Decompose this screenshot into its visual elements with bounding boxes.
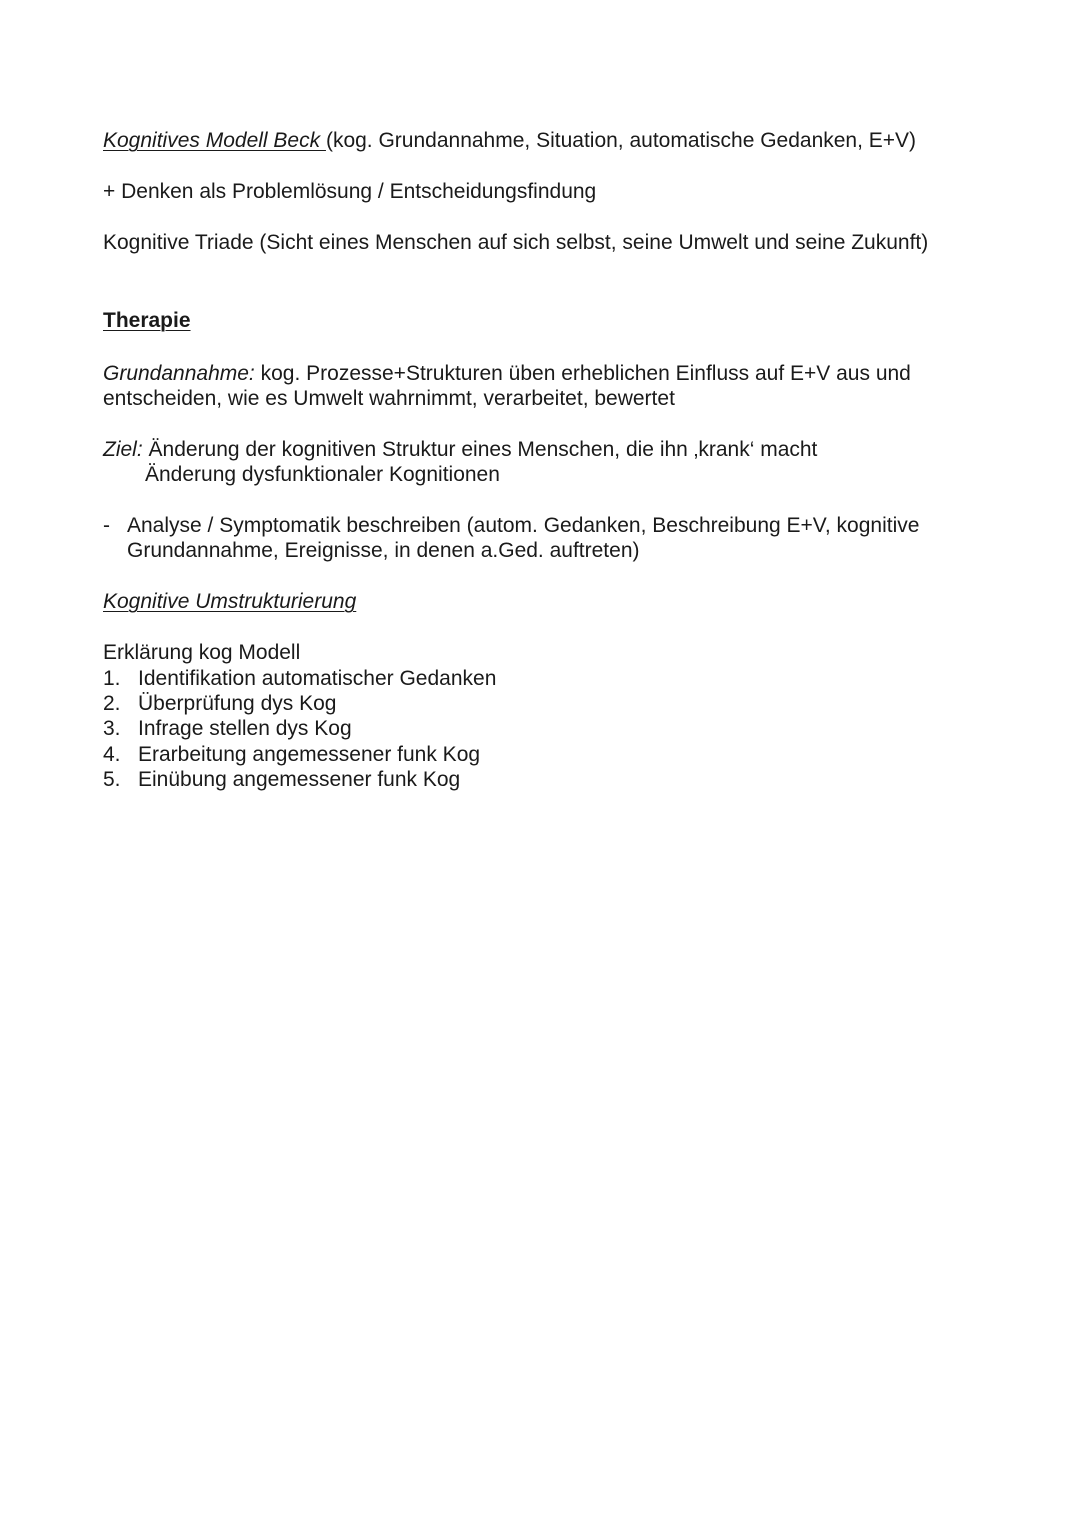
beck-model-title: Kognitives Modell Beck xyxy=(103,129,326,152)
grundannahme-line-1 xyxy=(103,361,911,386)
ziel-line-1 xyxy=(103,437,817,462)
list-item: 2. Überprüfung dys Kog xyxy=(103,692,337,716)
ziel-text-1: Änderung der kognitiven Struktur eines Menschen, die ihn ‚krank‘ macht xyxy=(142,438,818,461)
beck-model-line xyxy=(103,128,916,153)
therapie-heading: Therapie xyxy=(103,309,191,332)
grundannahme-line-2: entscheiden, wie es Umwelt wahrnimmt, verarbeitet, bewertet xyxy=(103,387,675,410)
grundannahme-label: Grundannahme: xyxy=(103,362,255,385)
denken-line: + Denken als Problemlösung / Entscheidungsfindung xyxy=(103,180,597,203)
analyse-line-2: Grundannahme, Ereignisse, in denen a.Ged. auftreten) xyxy=(127,539,640,562)
list-item: 4. Erarbeitung angemessener funk Kog xyxy=(103,742,481,766)
ziel-label: Ziel: xyxy=(103,438,143,461)
list-item: 3. Infrage stellen dys Kog xyxy=(103,717,352,741)
bullet-dash: - xyxy=(103,514,110,537)
ziel-line-2: Änderung dysfunktionaler Kognitionen xyxy=(145,463,500,486)
analyse-line-1: Analyse / Symptomatik beschreiben (autom. Gedanken, Beschreibung E+V, kognitive xyxy=(127,514,920,537)
triade-line: Kognitive Triade (Sicht eines Menschen auf sich selbst, seine Umwelt und seine Zukunft) xyxy=(103,231,929,254)
beck-model-details: (kog. Grundannahme, Situation, automatische Gedanken, E+V) xyxy=(325,129,917,152)
list-item: 5. Einübung angemessener funk Kog xyxy=(103,767,461,791)
umstrukturierung-heading: Kognitive Umstrukturierung xyxy=(103,590,357,613)
list-item: 1. Identifikation automatischer Gedanken xyxy=(103,667,497,690)
umstrukturierung-intro: Erklärung kog Modell xyxy=(103,641,301,664)
umstrukturierung-steps xyxy=(103,666,496,792)
grundannahme-text-1: kog. Prozesse+Strukturen üben erheblichen Einfluss auf E+V aus und xyxy=(254,362,911,385)
